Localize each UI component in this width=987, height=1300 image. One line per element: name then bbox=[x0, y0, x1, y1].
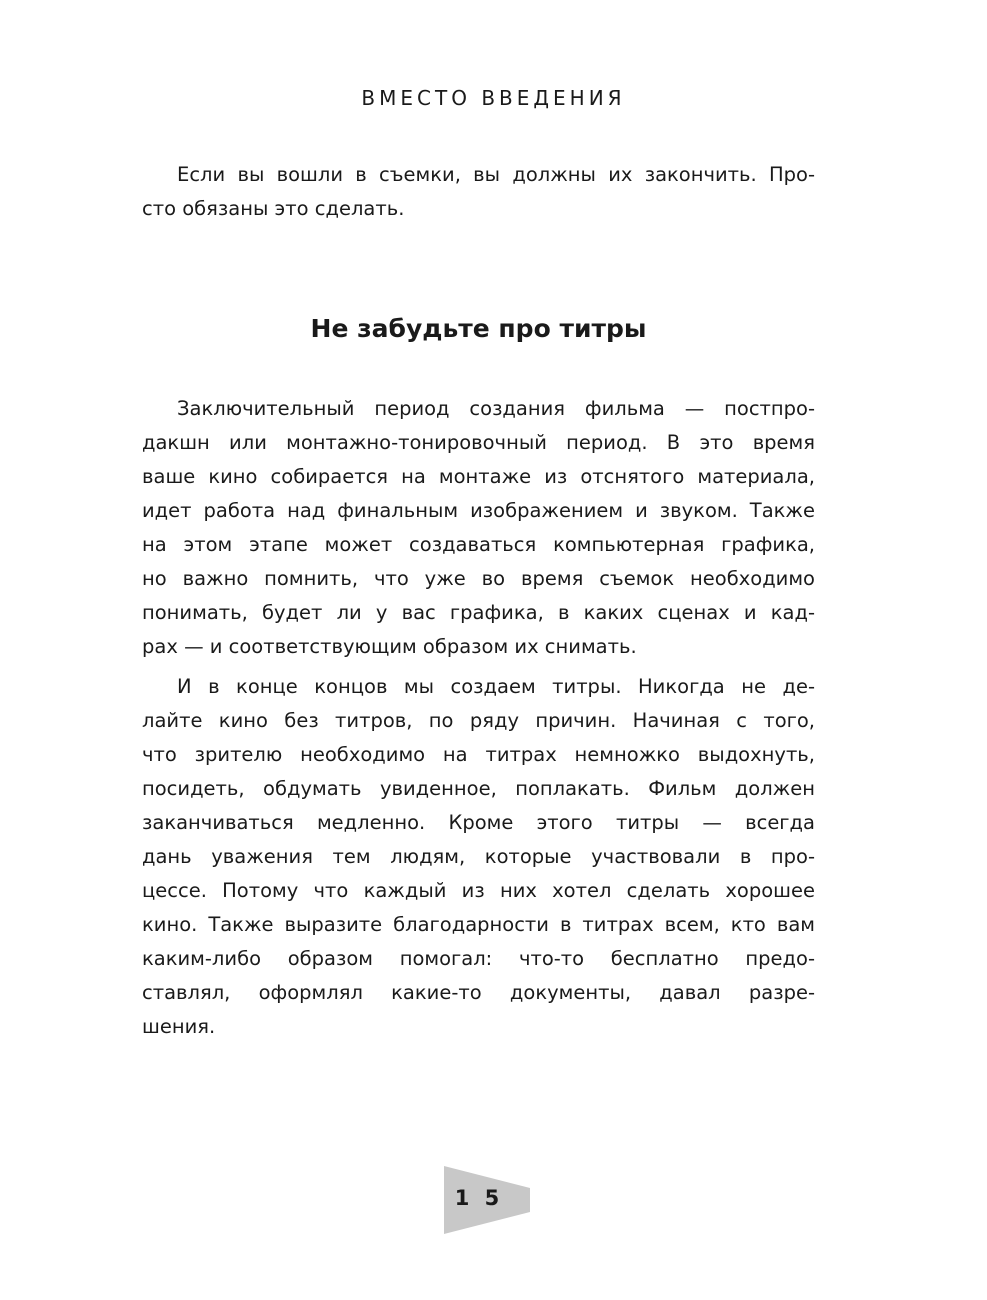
paragraph-line: что зрителю необходимо на титрах немножко выдохнуть, bbox=[142, 743, 815, 766]
paragraph-line: каким-либо образом помогал: что-то бесплатно предо- bbox=[142, 947, 815, 970]
paragraph-line: дакшн или монтажно-тонировочный период. В это время bbox=[142, 431, 815, 454]
paragraph-line: ваше кино собирается на монтаже из отснятого материала, bbox=[142, 465, 815, 488]
page-number: 1 5 bbox=[454, 1186, 504, 1210]
paragraph-line: идет работа над финальным изображением и звуком. Также bbox=[142, 499, 815, 522]
intro-line: Если вы вошли в съемки, вы должны их закончить. Про- bbox=[177, 163, 815, 186]
paragraph-line: понимать, будет ли у вас графика, в каких сценах и кад- bbox=[142, 601, 815, 624]
paragraph-1 bbox=[142, 392, 815, 664]
section-heading: Не забудьте про титры bbox=[310, 314, 647, 343]
paragraph-line: кино. Также выразите благодарности в титрах всем, кто вам bbox=[142, 913, 815, 936]
paragraph-line: рах — и соответствующим образом их снимать. bbox=[142, 635, 637, 658]
paragraph-2 bbox=[142, 670, 815, 1044]
paragraph-line: И в конце концов мы создаем титры. Никогда не де- bbox=[177, 675, 815, 698]
paragraph-line: Заключительный период создания фильма — постпро- bbox=[177, 397, 815, 420]
paragraph-line: шения. bbox=[142, 1015, 216, 1038]
running-head: ВМЕСТО ВВЕДЕНИЯ bbox=[361, 86, 626, 110]
paragraph-line: но важно помнить, что уже во время съемок необходимо bbox=[142, 567, 815, 590]
paragraph-line: дань уважения тем людям, которые участвовали в про- bbox=[142, 845, 815, 868]
paragraph-line: ставлял, оформлял какие-то документы, давал разре- bbox=[142, 981, 815, 1004]
intro-paragraph bbox=[142, 158, 815, 226]
paragraph-line: заканчиваться медленно. Кроме этого титры — всегда bbox=[142, 811, 815, 834]
page-number-tab bbox=[444, 1166, 530, 1234]
paragraph-line: лайте кино без титров, по ряду причин. Начиная с того, bbox=[142, 709, 815, 732]
paragraph-line: на этом этапе может создаваться компьютерная графика, bbox=[142, 533, 815, 556]
paragraph-line: цессе. Потому что каждый из них хотел сделать хорошее bbox=[142, 879, 815, 902]
paragraph-line: посидеть, обдумать увиденное, поплакать. Фильм должен bbox=[142, 777, 815, 800]
intro-line: сто обязаны это сделать. bbox=[142, 197, 405, 220]
